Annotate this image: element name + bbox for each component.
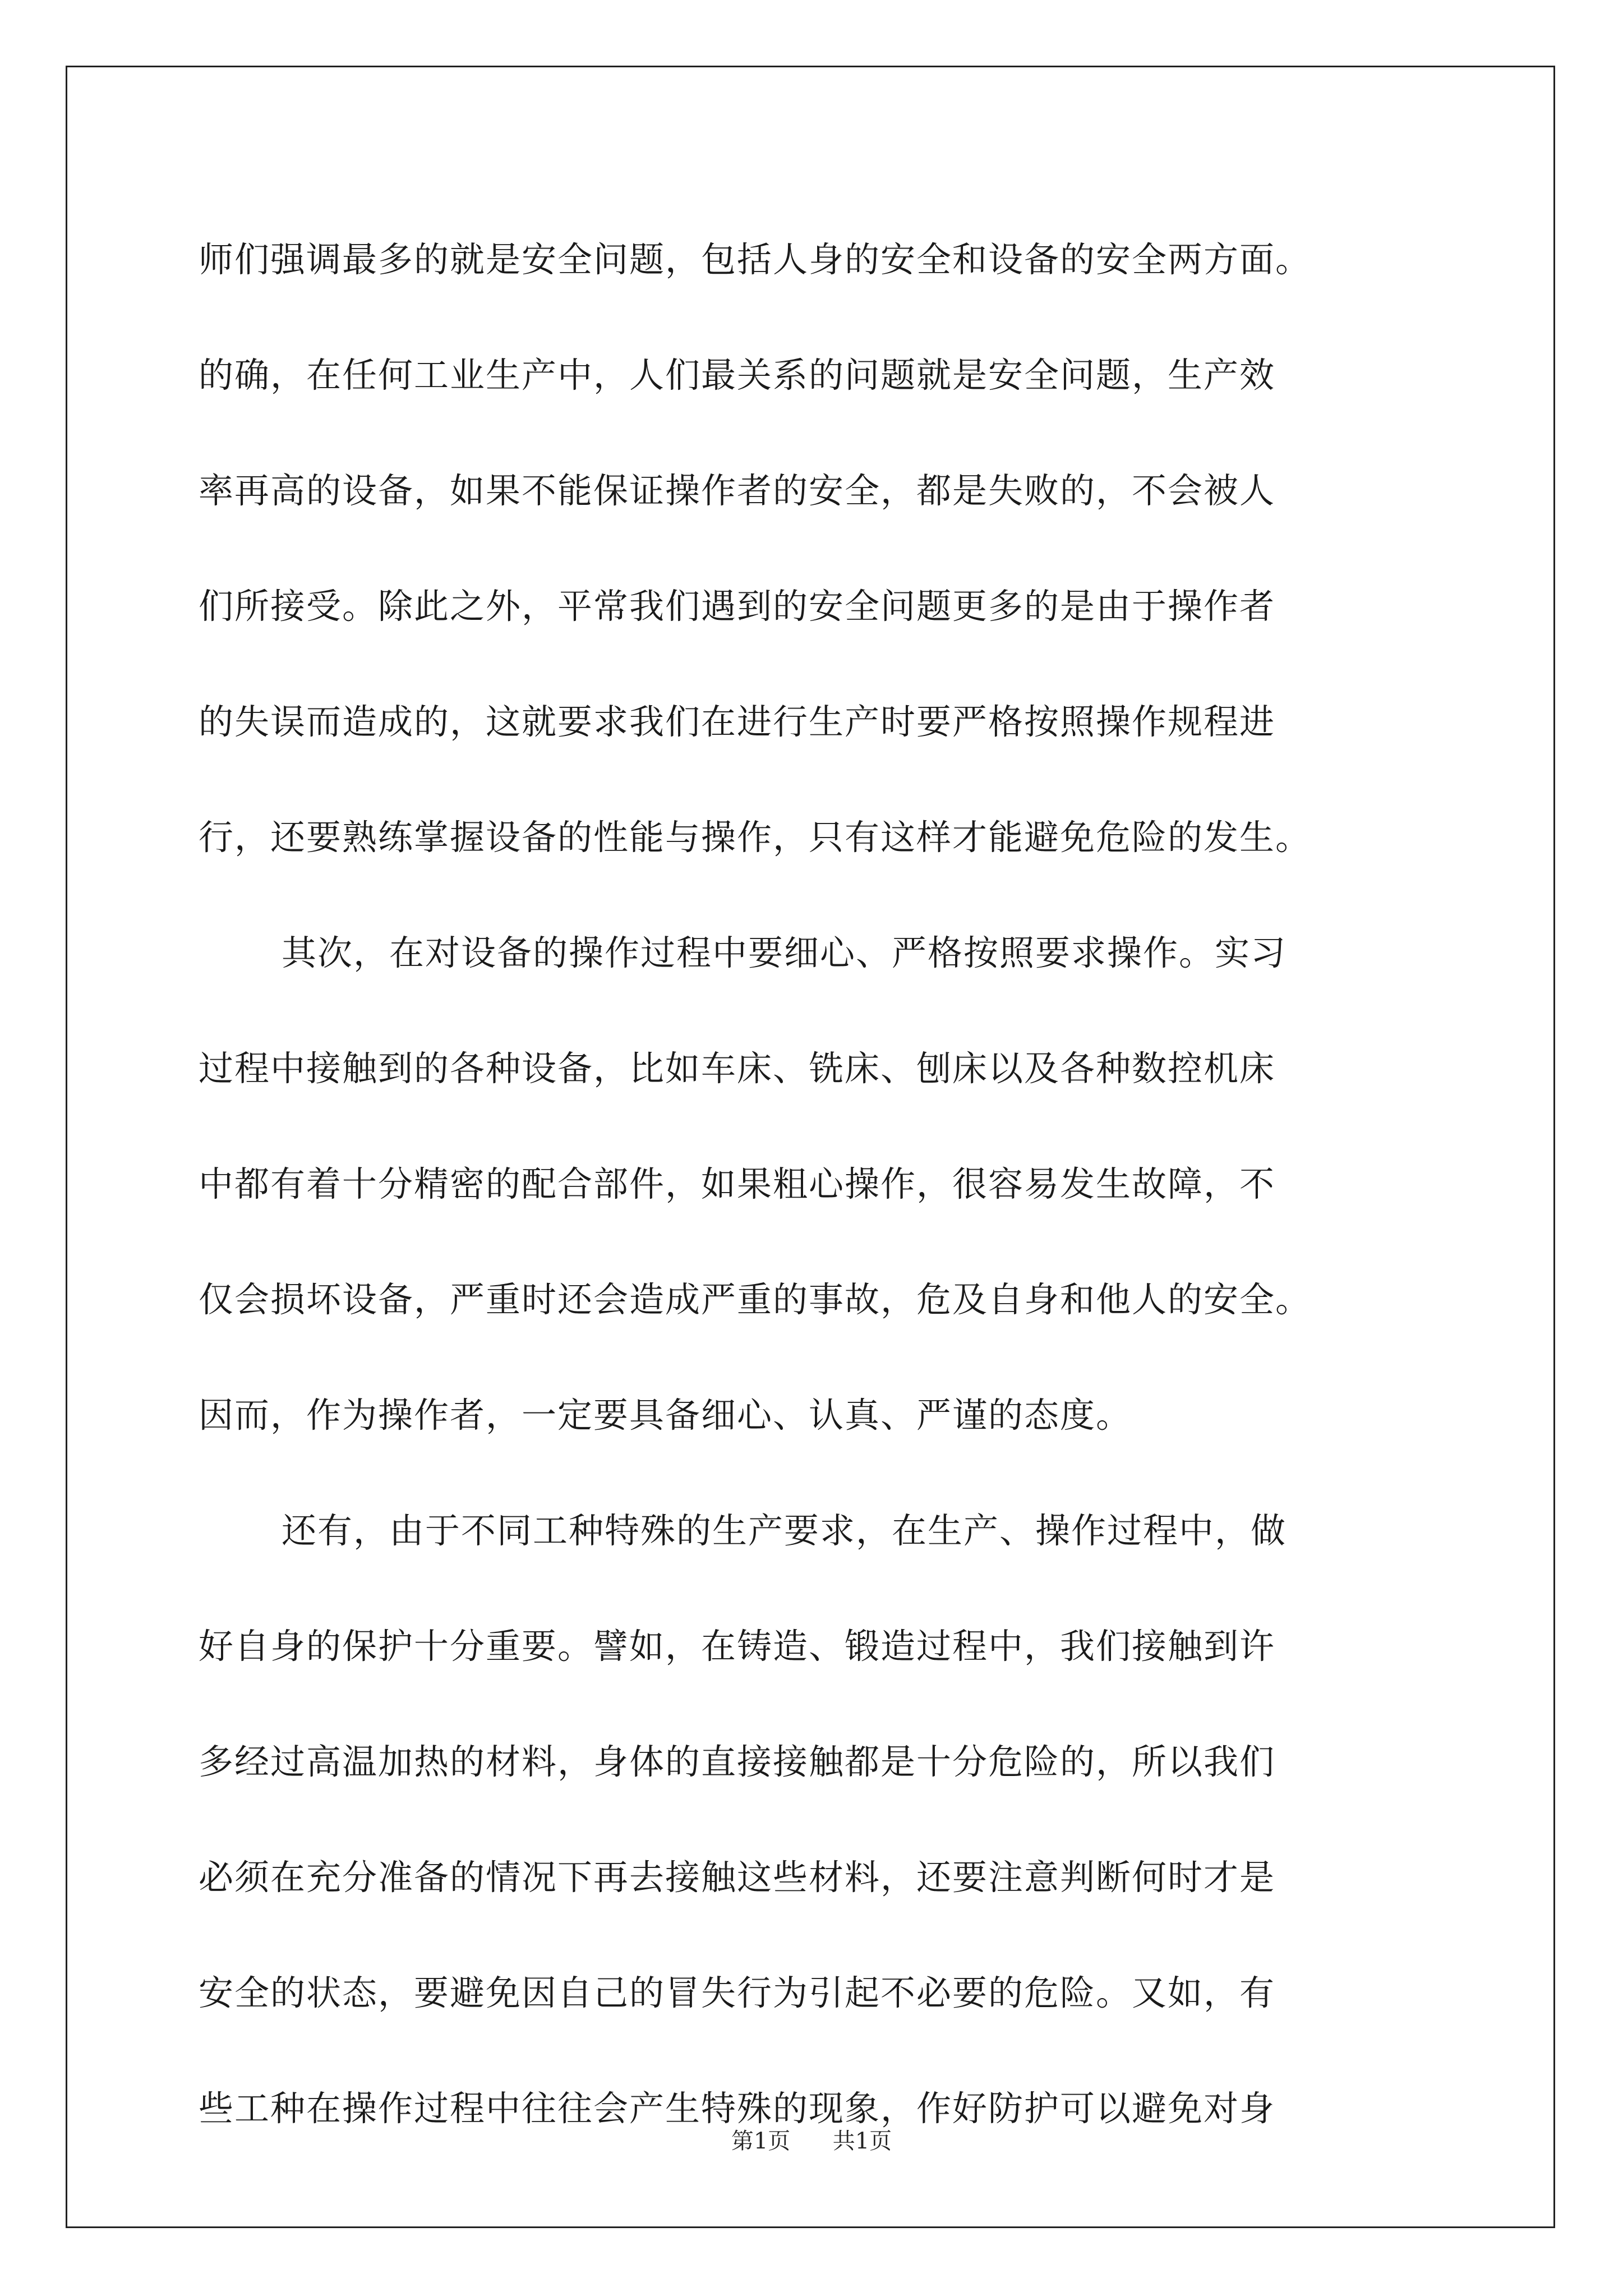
text-line: 们所接受。除此之外，平常我们遇到的安全问题更多的是由于操作者 [199, 586, 1276, 627]
text-line: 过程中接触到的各种设备，比如车床、铣床、刨床以及各种数控机床 [199, 1048, 1276, 1089]
text-line: 安全的状态，要避免因自己的冒失行为引起不必要的危险。又如，有 [199, 1972, 1276, 2013]
page-footer [0, 2123, 1623, 2155]
text-line: 些工种在操作过程中往往会产生特殊的现象，作好防护可以避免对身 [199, 2088, 1276, 2129]
text-line: 的确，在任何工业生产中，人们最关系的问题就是安全问题，生产效 [199, 355, 1276, 395]
page-total: 共1页 [832, 2128, 892, 2154]
text-line: 仅会损坏设备，严重时还会造成严重的事故，危及自身和他人的安全。 [199, 1279, 1312, 1320]
paragraph-start-line: 还有，由于不同工种特殊的生产要求，在生产、操作过程中，做 [282, 1510, 1287, 1551]
text-line: 因而，作为操作者，一定要具备细心、认真、严谨的态度。 [199, 1395, 1132, 1435]
text-line: 师们强调最多的就是安全问题，包括人身的安全和设备的安全两方面。 [199, 239, 1312, 280]
paragraph-start-line: 其次，在对设备的操作过程中要细心、严格按照要求操作。实习 [282, 932, 1287, 973]
text-line: 好自身的保护十分重要。譬如，在铸造、锻造过程中，我们接触到许 [199, 1626, 1276, 1667]
text-line: 多经过高温加热的材料，身体的直接接触都是十分危险的，所以我们 [199, 1741, 1276, 1782]
text-line: 必须在充分准备的情况下再去接触这些材料，还要注意判断何时才是 [199, 1857, 1276, 1898]
text-line: 率再高的设备，如果不能保证操作者的安全，都是失败的，不会被人 [199, 470, 1276, 511]
text-line: 中都有着十分精密的配合部件，如果粗心操作，很容易发生故障，不 [199, 1163, 1276, 1204]
text-line: 行，还要熟练掌握设备的性能与操作，只有这样才能避免危险的发生。 [199, 817, 1312, 858]
document-body [199, 202, 1432, 2166]
text-line: 的失误而造成的，这就要求我们在进行生产时要严格按照操作规程进 [199, 701, 1276, 742]
page-number: 第1页 [731, 2128, 791, 2154]
